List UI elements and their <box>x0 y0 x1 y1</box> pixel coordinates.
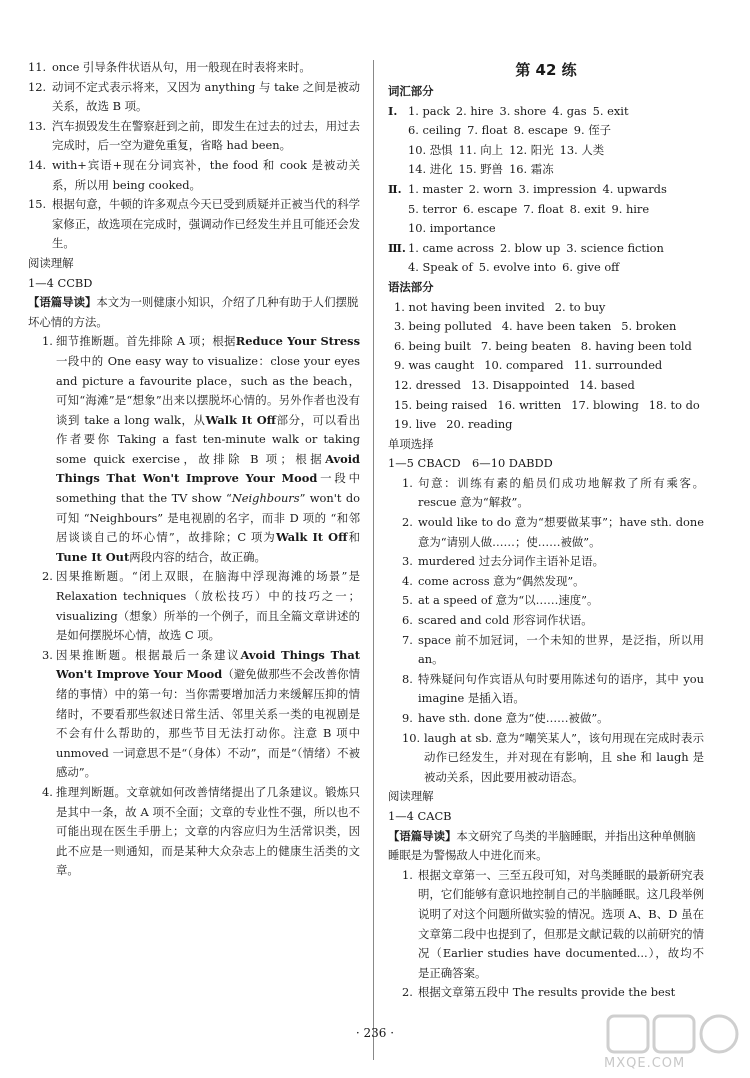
vocab-answer: 7. float <box>523 201 564 216</box>
grammar-answer: 7. being beaten <box>480 338 571 353</box>
reading-answers-right: 1—4 CACB <box>388 808 452 823</box>
grammar-answer: 16. written <box>497 397 562 412</box>
choice-explanations <box>388 474 704 788</box>
q1-text <box>56 332 360 567</box>
item-text: scared and cold 形容词作状语。 <box>418 613 593 628</box>
vocab-answer: 2. blow up <box>500 240 561 255</box>
item-text: murdered 过去分词作主语补足语。 <box>418 554 605 569</box>
grammar-answer: 17. blowing <box>571 397 639 412</box>
vocab-row <box>388 219 704 239</box>
vocab-answer: 15. 野兽 <box>458 162 504 177</box>
grammar-row <box>388 356 704 376</box>
watermark-icon <box>604 1010 744 1058</box>
q3-p2: （避免做那些不会改善你情绪的事情）中的第一句：当你需要增加活力来缓解压抑的情绪时，不要看那些叙述日常生活、邻里关系一类的电视剧是不会有什么帮助的，那些节目无法打动你。注意 B 项中 unmoved 一词意思不是“（身体）不动”，而是“（情绪）不被感动”。 <box>56 667 360 780</box>
vocab-answer: 16. 霜冻 <box>509 162 554 177</box>
roman-numeral: Ⅰ. <box>388 103 398 118</box>
reading-label-left: 阅读理解 <box>28 255 74 270</box>
vocab-answer: 6. escape <box>463 201 518 216</box>
item-num: 2. <box>402 515 413 530</box>
item-num: 7. <box>402 632 413 647</box>
grammar-answer: 5. broken <box>621 319 677 334</box>
grammar-answer: 6. being built <box>394 338 471 353</box>
reading-label-right: 阅读理解 <box>388 789 434 804</box>
list-item <box>388 552 704 572</box>
vocab-answer: 3. science fiction <box>566 240 664 255</box>
list-item <box>28 58 360 78</box>
item-text: 根据文章第五段中 The results provide the best <box>418 985 676 1000</box>
vocab-answer: 3. impression <box>518 181 597 196</box>
item-text: 根据句意，牛顿的许多观点今天已受到质疑并正被当代的科学家修正，故选项在完成时，强调动作已经发生并且可能还会发生。 <box>52 197 360 251</box>
vocab-answer: 12. 阳光 <box>509 142 554 157</box>
item-num: 4. <box>402 573 413 588</box>
reading-answers-left: 1—4 CCBD <box>28 275 93 290</box>
watermark-text: MXQE.COM <box>604 1056 686 1072</box>
item-num: 2. <box>402 985 413 1000</box>
left-column <box>28 58 360 881</box>
item-text: would like to do 意为“想要做某事”；have sth. done 意为“请别人做……；使……被做”。 <box>418 515 704 549</box>
vocab-answer: 4. gas <box>552 103 587 118</box>
vocab-row <box>388 121 704 141</box>
grammar-answer: 9. was caught <box>394 358 475 373</box>
item-text: once 引导条件状语从句，用一般现在时表将来时。 <box>52 60 311 74</box>
list-item <box>28 117 360 156</box>
list-item <box>28 195 360 254</box>
item-text: with+宾语+现在分词宾补，the food 和 cook 是被动关系，所以用 being cooked。 <box>52 157 360 192</box>
guide-text-right: 本文研究了鸟类的半脑睡眠，并指出这种单侧脑睡眠是为警惕敌人中进化而来。 <box>388 828 696 863</box>
grammar-row <box>388 337 704 357</box>
q1-b2: Walk It Off <box>205 412 276 427</box>
grammar-answer: 3. being polluted <box>394 319 492 334</box>
grammar-section <box>388 298 704 435</box>
grammar-answer: 14. based <box>579 377 635 392</box>
list-item <box>388 729 704 788</box>
grammar-answer: 12. dressed <box>394 377 461 392</box>
list-item <box>388 983 704 1003</box>
vocab-answer: 9. hire <box>611 201 650 216</box>
vocab-answer: 10. importance <box>408 221 496 236</box>
item-text: space 前不加冠词，一个未知的世界，是泛指，所以用 an。 <box>418 632 704 667</box>
vocab-answer: 1. came across <box>408 240 494 255</box>
q1-b5: Tune It Out <box>56 549 130 564</box>
right-column <box>388 58 704 1003</box>
grammar-answer: 20. reading <box>446 417 513 432</box>
vocab-answer: 3. shore <box>499 103 547 118</box>
vocab-label: 词汇部分 <box>388 84 434 98</box>
list-item <box>28 156 360 195</box>
item-text: laugh at sb. 意为“嘲笑某人”，该句用现在完成时表示动作已经发生，并对现在有影响，且 she 和 laugh 是被动关系，因此要用被动语态。 <box>424 730 704 784</box>
grammar-answer: 18. to do <box>648 397 700 412</box>
list-item <box>388 709 704 729</box>
vocab-row <box>388 239 704 259</box>
grammar-answer: 1. not having been invited <box>394 299 545 314</box>
list-item <box>388 513 704 552</box>
q3-text <box>56 646 360 783</box>
vocab-row <box>388 258 704 278</box>
grammar-answer: 10. compared <box>484 358 564 373</box>
grammar-answer: 15. being raised <box>394 397 488 412</box>
guide-label-right: 【语篇导读】 <box>388 828 457 843</box>
item-text: come across 意为“偶然发现”。 <box>418 573 585 588</box>
vocab-row <box>388 200 704 220</box>
vocab-answer: 1. master <box>408 181 463 196</box>
item-num: 5. <box>402 593 413 608</box>
item-text: 汽车损毁发生在警察赶到之前，即发生在过去的过去，用过去完成时，后一空为避免重复，省略 had been。 <box>52 118 360 153</box>
grammar-answer: 13. Disappointed <box>470 377 570 392</box>
item-num: 10. <box>402 730 421 745</box>
roman-numeral: Ⅱ. <box>388 181 402 196</box>
exercise-title: 第 42 练 <box>515 61 577 79</box>
column-divider <box>373 60 374 1060</box>
q1-p1: 细节推断题。首先排除 A 项；根据 <box>56 334 236 349</box>
vocab-answer: 10. 恐惧 <box>408 142 453 157</box>
list-item <box>388 866 704 984</box>
q3-item <box>28 646 360 783</box>
item-num: 11. <box>28 60 47 74</box>
grammar-answer: 19. live <box>394 417 437 432</box>
q2-num: 2. <box>42 569 53 584</box>
q3-b1: Avoid Things That Won't Improve Your Mood <box>56 647 360 682</box>
q1-b1: Reduce Your Stress <box>235 334 361 349</box>
watermark-logo <box>604 1010 744 1074</box>
vocab-answer: 4. Speak of <box>408 260 473 275</box>
item-text: 特殊疑问句作宾语从句时要用陈述句的语序，其中 you imagine 是插入语。 <box>418 671 704 706</box>
vocab-answer: 14. 进化 <box>408 162 453 177</box>
list-item <box>28 78 360 117</box>
q1-p7: 两段内容的结合，故正确。 <box>129 549 266 564</box>
q1-num: 1. <box>42 334 53 349</box>
page-number: · 236 · <box>355 1026 395 1040</box>
item-text: 动词不定式表示将来，又因为 anything 与 take 之间是被动关系，故选 B 项。 <box>52 79 360 114</box>
vocab-answer: 8. escape <box>513 123 568 138</box>
vocab-answer: 7. float <box>467 123 508 138</box>
item-num: 8. <box>402 671 413 686</box>
guide-label: 【语篇导读】 <box>28 295 97 310</box>
grammar-row <box>388 415 704 435</box>
grammar-answer: 8. having been told <box>580 338 692 353</box>
q1-p4: 一段中 something that the TV show “ <box>56 471 360 506</box>
q1-b3: Avoid Things That Won't Improve Your Mood <box>56 451 360 486</box>
grammar-answer: 11. surrounded <box>573 358 663 373</box>
left-explanations <box>28 58 360 254</box>
vocab-answer: 5. exit <box>592 103 629 118</box>
item-text: at a speed of 意为“以……速度”。 <box>418 593 599 608</box>
item-num: 1. <box>402 867 413 882</box>
item-num: 9. <box>402 711 413 725</box>
item-text: 句意：训练有素的船员们成功地解救了所有乘客。rescue 意为“解救”。 <box>418 475 704 510</box>
q1-p3: 部分，可以看出作者要你 Taking a fast ten-minute walk or taking some quick exercise，故排除 B 项；根据 <box>56 412 360 466</box>
list-item <box>388 611 704 631</box>
item-num: 3. <box>402 554 413 569</box>
choice-answers: 1—5 CBACD 6—10 DABDD <box>388 456 553 471</box>
q2-item <box>28 567 360 645</box>
q3-p1: 因果推断题。根据最后一条建议 <box>56 647 241 662</box>
vocab-answer: 9. 侄子 <box>573 123 612 138</box>
guide-right <box>388 827 704 866</box>
vocab-answer: 1. pack <box>408 103 450 118</box>
item-num: 14. <box>28 157 47 172</box>
vocab-row <box>388 160 704 180</box>
vocab-answer: 13. 人类 <box>559 142 605 157</box>
q1-p6: 和 <box>347 530 360 545</box>
grammar-answer: 4. have been taken <box>501 319 612 334</box>
q1-item <box>28 332 360 567</box>
q2-text: 因果推断题。“闭上双眼，在脑海中浮现海滩的场景”是 Relaxation techniques（放松技巧）中的技巧之一；visualizing（想象）所举的一个例子，而且全篇文章讲述的是如何摆脱坏心情，故选 C 项。 <box>56 569 360 643</box>
q1-i1: Neighbours <box>231 491 300 506</box>
grammar-row <box>388 317 704 337</box>
vocab-answer: 5. evolve into <box>478 260 557 275</box>
item-text: 根据文章第一、三至五段可知，对鸟类睡眠的最新研究表明，它们能够有意识地控制自己的半脑睡眠。这几段举例说明了对这个问题所做实验的情况。选项 A、B、D 虽在文章第二段中也提到了，但那是文献记载的以前研究的情况（Earlier studies have documented...），故均不是正确答案。 <box>418 867 704 980</box>
list-item <box>388 670 704 709</box>
grammar-row <box>388 376 704 396</box>
choice-label: 单项选择 <box>388 436 434 451</box>
vocab-answer: 6. ceiling <box>408 123 462 138</box>
q1-b4: Walk It Off <box>275 530 348 545</box>
vocab-answer: 2. worn <box>468 181 513 196</box>
item-num: 15. <box>28 197 47 212</box>
guide-text: 本文为一则健康小知识，介绍了几种有助于人们摆脱坏心情的方法。 <box>28 295 359 329</box>
item-num: 12. <box>28 79 47 94</box>
list-item <box>388 631 704 670</box>
vocab-row <box>388 102 704 122</box>
item-num: 1. <box>402 475 413 490</box>
roman-numeral: Ⅲ. <box>388 240 406 255</box>
grammar-answer: 2. to buy <box>554 299 606 314</box>
vocab-answer: 4. upwards <box>602 181 667 196</box>
guide-left <box>28 293 360 332</box>
item-num: 13. <box>28 118 47 133</box>
vocab-answer: 5. terror <box>408 201 457 216</box>
vocab-answer: 8. exit <box>569 201 606 216</box>
q3-num: 3. <box>42 647 53 662</box>
vocab-answer: 11. 向上 <box>458 142 504 157</box>
vocab-answer: 2. hire <box>455 103 494 118</box>
grammar-row <box>388 396 704 416</box>
grammar-label: 语法部分 <box>388 279 434 294</box>
list-item <box>388 572 704 592</box>
list-item <box>388 474 704 513</box>
reading-explanations-right <box>388 866 704 1003</box>
q1-p2: 一段中的 One easy way to visualize：close your eyes and picture a favourite place，such as the beach，可知“海滩”是“想象”出来以摆脱坏心情的。另外作者也没有谈到 take a long walk，从 <box>56 353 360 427</box>
q1-p5: ” won't do 可知 “Neighbours” 是电视剧的名字，而非 D 项的 “和邻居谈谈自己的坏心情”，故排除；C 项为 <box>56 491 361 545</box>
vocab-section <box>388 102 704 278</box>
item-num: 6. <box>402 613 413 628</box>
item-text: have sth. done 意为“使……被做”。 <box>418 711 609 725</box>
vocab-answer: 6. give off <box>562 260 620 275</box>
q4-item <box>28 783 360 881</box>
vocab-row <box>388 180 704 200</box>
vocab-row <box>388 141 704 161</box>
q4-num: 4. <box>42 784 53 799</box>
list-item <box>388 591 704 611</box>
q4-text: 推理判断题。文章就如何改善情绪提出了几条建议。锻炼只是其中一条，故 A 项不全面；文章的专业性不强，所以也不可能出现在医生手册上；文章的内容应归为生活常识类，因此不应是一则通知，而是某种大众杂志上的健康生活类的文章。 <box>56 784 360 878</box>
grammar-row <box>388 298 704 318</box>
